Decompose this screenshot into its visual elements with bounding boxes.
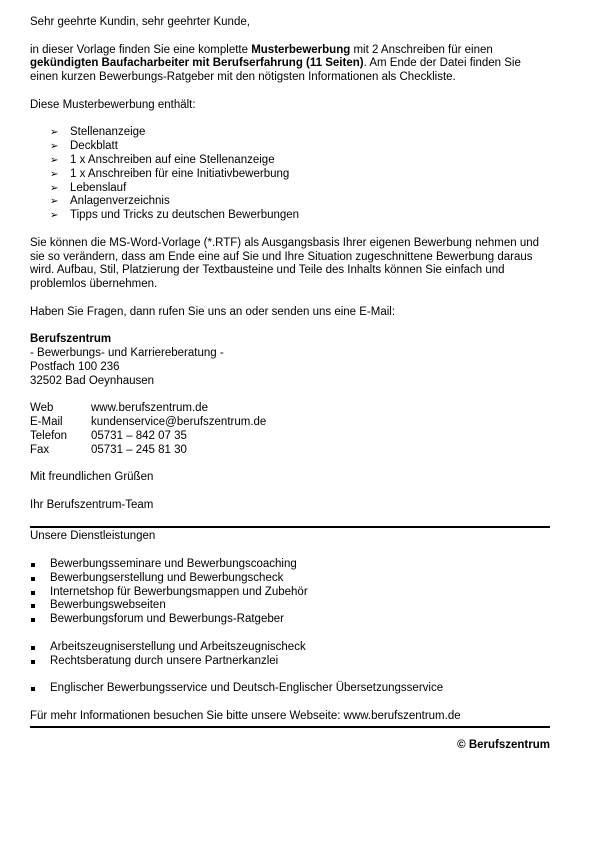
intro-paragraph: in dieser Vorlage finden Sie eine komplette Musterbewerbung mit 2 Anschreiben für einen gekündigten Baufacharbeiter mit Berufserfahrung (11 Seiten). Am Ende der Datei finden Sie einen kurzen Bewerbungs-Ratgeber mit den nötigsten Informationen als Checkliste.	[30, 43, 521, 84]
list-item: Arbeitszeugniserstellung und Arbeitszeugnischeck	[30, 641, 550, 655]
intro-bold-musterbewerbung: Musterbewerbung	[251, 43, 351, 56]
list-item: ➢ 1 x Anschreiben auf eine Stellenanzeige	[50, 153, 275, 166]
square-bullet-icon	[31, 563, 35, 567]
square-bullet-icon	[31, 591, 35, 595]
company-name: Berufszentrum	[30, 333, 112, 346]
list-item: Bewerbungswebseiten	[30, 599, 550, 613]
square-bullet-icon	[31, 660, 35, 664]
document-page	[30, 16, 550, 752]
contact-row-web	[30, 402, 550, 416]
contact-label: E-Mail	[30, 416, 63, 429]
contact-block	[30, 402, 550, 457]
arrow-bullet-icon: ➢	[50, 127, 59, 139]
arrow-bullet-icon: ➢	[50, 182, 59, 194]
contact-label: Telefon	[30, 429, 68, 442]
divider-bottom	[30, 726, 550, 728]
square-bullet-icon	[31, 687, 35, 691]
questions-paragraph: Haben Sie Fragen, dann rufen Sie uns an oder senden uns eine E-Mail:	[30, 305, 396, 318]
copyright: © Berufszentrum	[457, 738, 550, 751]
contents-heading: Diese Musterbewerbung enthält:	[30, 98, 196, 111]
web-link[interactable]: www.berufszentrum.de	[91, 402, 208, 415]
list-item: ➢ Tipps und Tricks zu deutschen Bewerbungen	[50, 209, 300, 222]
square-bullet-icon	[31, 646, 35, 650]
email-link[interactable]: kundenservice@berufszentrum.de	[91, 416, 267, 429]
intro-bold-job-title: gekündigten Baufacharbeiter mit Berufserfahrung (11 Seiten)	[30, 57, 364, 70]
contact-row-email	[30, 416, 550, 430]
usage-paragraph: Sie können die MS-Word-Vorlage (*.RTF) als Ausgangsbasis Ihrer eigenen Bewerbung nehmen und sie so verändern, dass am Ende eine auf Sie und Ihre Situation zugeschnittene Bewerbung daraus wird. Aufbau, Stil, Platzierung der Textbausteine und Teile des Inhalts können Sie einfach und problemlos übernehmen.	[30, 236, 540, 291]
list-item: Bewerbungsforum und Bewerbungs-Ratgeber	[30, 613, 550, 627]
arrow-bullet-icon: ➢	[50, 196, 59, 208]
arrow-bullet-icon: ➢	[50, 141, 59, 153]
salutation: Sehr geehrte Kundin, sehr geehrter Kunde,	[30, 16, 250, 28]
fax-value: 05731 – 245 81 30	[91, 443, 187, 456]
services-list-2	[30, 641, 550, 669]
contents-list	[30, 126, 550, 223]
list-item: ➢ Anlagenverzeichnis	[50, 195, 170, 208]
services-list-1	[30, 558, 550, 627]
list-item: ➢ Stellenanzeige	[50, 126, 146, 139]
list-item: ➢ 1 x Anschreiben für eine Initiativbewerbung	[50, 167, 290, 180]
contact-label: Fax	[30, 443, 50, 456]
signature: Ihr Berufszentrum-Team	[30, 498, 154, 511]
square-bullet-icon	[31, 577, 35, 581]
services-list-3	[30, 682, 550, 696]
square-bullet-icon	[31, 604, 35, 608]
arrow-bullet-icon: ➢	[50, 210, 59, 222]
contact-row-phone	[30, 430, 550, 444]
list-item: Internetshop für Bewerbungsmappen und Zubehör	[30, 586, 550, 600]
address-line-2: 32502 Bad Oeynhausen	[30, 374, 155, 387]
divider-top	[30, 526, 550, 528]
arrow-bullet-icon: ➢	[50, 154, 59, 166]
list-item: Rechtsberatung durch unsere Partnerkanzlei	[30, 655, 550, 669]
company-tagline: - Bewerbungs- und Karriereberatung -	[30, 347, 224, 360]
list-item: Bewerbungsseminare und Bewerbungscoaching	[30, 558, 550, 572]
phone-value: 05731 – 842 07 35	[91, 429, 187, 442]
website-note: Für mehr Informationen besuchen Sie bitte unsere Webseite: www.berufszentrum.de	[30, 709, 461, 722]
address-line-1: Postfach 100 236	[30, 360, 120, 373]
services-heading: Unsere Dienstleistungen	[30, 530, 156, 543]
list-item: ➢ Lebenslauf	[50, 181, 127, 194]
list-item: ➢ Deckblatt	[50, 140, 118, 153]
list-item: Bewerbungserstellung und Bewerbungscheck	[30, 572, 550, 586]
closing: Mit freundlichen Grüßen	[30, 471, 154, 484]
contact-label: Web	[30, 402, 54, 415]
square-bullet-icon	[31, 618, 35, 622]
contact-row-fax	[30, 444, 550, 458]
arrow-bullet-icon: ➢	[50, 168, 59, 180]
list-item: Englischer Bewerbungsservice und Deutsch-Englischer Übersetzungsservice	[30, 682, 550, 696]
